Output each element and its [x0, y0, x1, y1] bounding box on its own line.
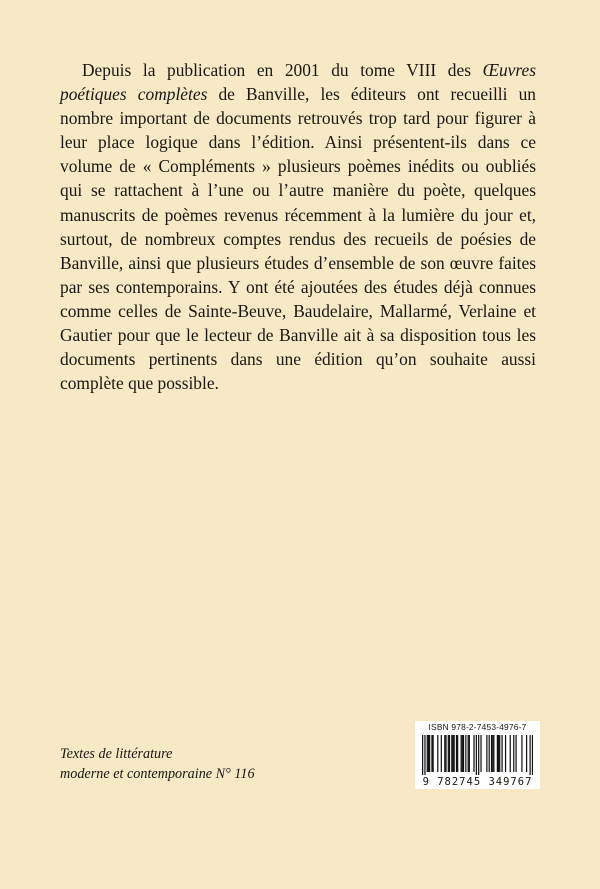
barcode-bar	[449, 735, 450, 772]
barcode-bar	[456, 735, 457, 772]
barcode-bar	[462, 735, 463, 772]
series-name-line2: moderne et contemporaine N° 116	[60, 766, 255, 782]
barcode-bar	[429, 735, 430, 772]
barcode-bar	[480, 735, 481, 772]
barcode-bar	[521, 735, 522, 772]
barcode-bar	[510, 735, 511, 772]
barcode-bar	[513, 735, 514, 772]
barcode-bar	[431, 735, 432, 772]
blurb-paragraph	[60, 58, 536, 395]
barcode-bar	[433, 735, 434, 772]
barcode-bar	[452, 735, 453, 772]
barcode-bar	[529, 735, 530, 775]
work-title: Œuvres poétiques complètes	[60, 60, 536, 105]
barcode-bar	[515, 735, 516, 772]
series-info	[60, 744, 255, 784]
barcode-bar	[441, 735, 442, 772]
barcode-bar	[468, 735, 469, 772]
barcode-bar	[478, 735, 479, 775]
barcode-bar	[424, 735, 425, 775]
barcode-bar	[501, 735, 502, 772]
barcode-bar	[473, 735, 474, 772]
barcode-bar	[498, 735, 499, 772]
series-name-line1: Textes de littérature	[60, 746, 173, 762]
barcode-bar	[437, 735, 438, 772]
blurb-text-start: Depuis la publication en 2001 du tome VIII des	[82, 60, 483, 80]
barcode-bar	[444, 735, 445, 772]
barcode-bar	[476, 735, 477, 775]
ean-digits: 9 782745 349767	[422, 776, 533, 788]
barcode-bar	[463, 735, 464, 772]
barcode-bar	[532, 735, 533, 775]
barcode-bar	[489, 735, 490, 772]
barcode-bar	[427, 735, 428, 772]
barcode-bar	[486, 735, 487, 772]
barcode-bar	[445, 735, 446, 772]
barcode-bar	[497, 735, 498, 772]
barcode-bar	[526, 735, 527, 772]
barcode-bar	[499, 735, 500, 772]
barcode-bars	[422, 735, 533, 775]
barcode-bar	[469, 735, 470, 772]
barcode-bar	[492, 735, 493, 772]
blurb-text-rest: de Banville, les éditeurs ont recueilli un nombre important de documents retrouvés trop tard pour figurer à leur place logique dans l’édition. Ainsi présentent-ils dans ce volume de « Compléments » plusieurs poèmes inédits ou oubliés qui se rattachent à l’une ou l’autre manière du poète, quelques manuscrits de poèmes revenus récemment à la lumière du jour et, surtout, de nombreux comptes rendus des recueils de poésies de Banville, ainsi que plusieurs études d’ensemble de son œuvre faites par ses contemporains. Y ont été ajoutées des études déjà connues comme celles de Sainte-Beuve, Baudelaire, Mallarmé, Verlaine et Gautier pour que le lecteur de Banville ait à sa disposition tous les documents pertinents dans une édition qu’on souhaite aussi complète que possible.	[60, 84, 536, 394]
barcode-bar	[422, 735, 423, 775]
barcode-bar	[457, 735, 458, 772]
barcode-bar	[491, 735, 492, 772]
barcode-bar	[448, 735, 449, 772]
barcode-bar	[493, 735, 494, 772]
barcode-bar	[454, 735, 455, 772]
barcode-bar	[451, 735, 452, 772]
barcode-bar	[505, 735, 506, 772]
barcode-bar	[428, 735, 429, 772]
isbn-barcode	[415, 721, 540, 789]
barcode-bar	[465, 735, 466, 772]
isbn-label: ISBN 978-2-7453-4976-7	[428, 722, 527, 732]
barcode-bar	[461, 735, 462, 772]
back-cover-blurb	[60, 58, 536, 395]
